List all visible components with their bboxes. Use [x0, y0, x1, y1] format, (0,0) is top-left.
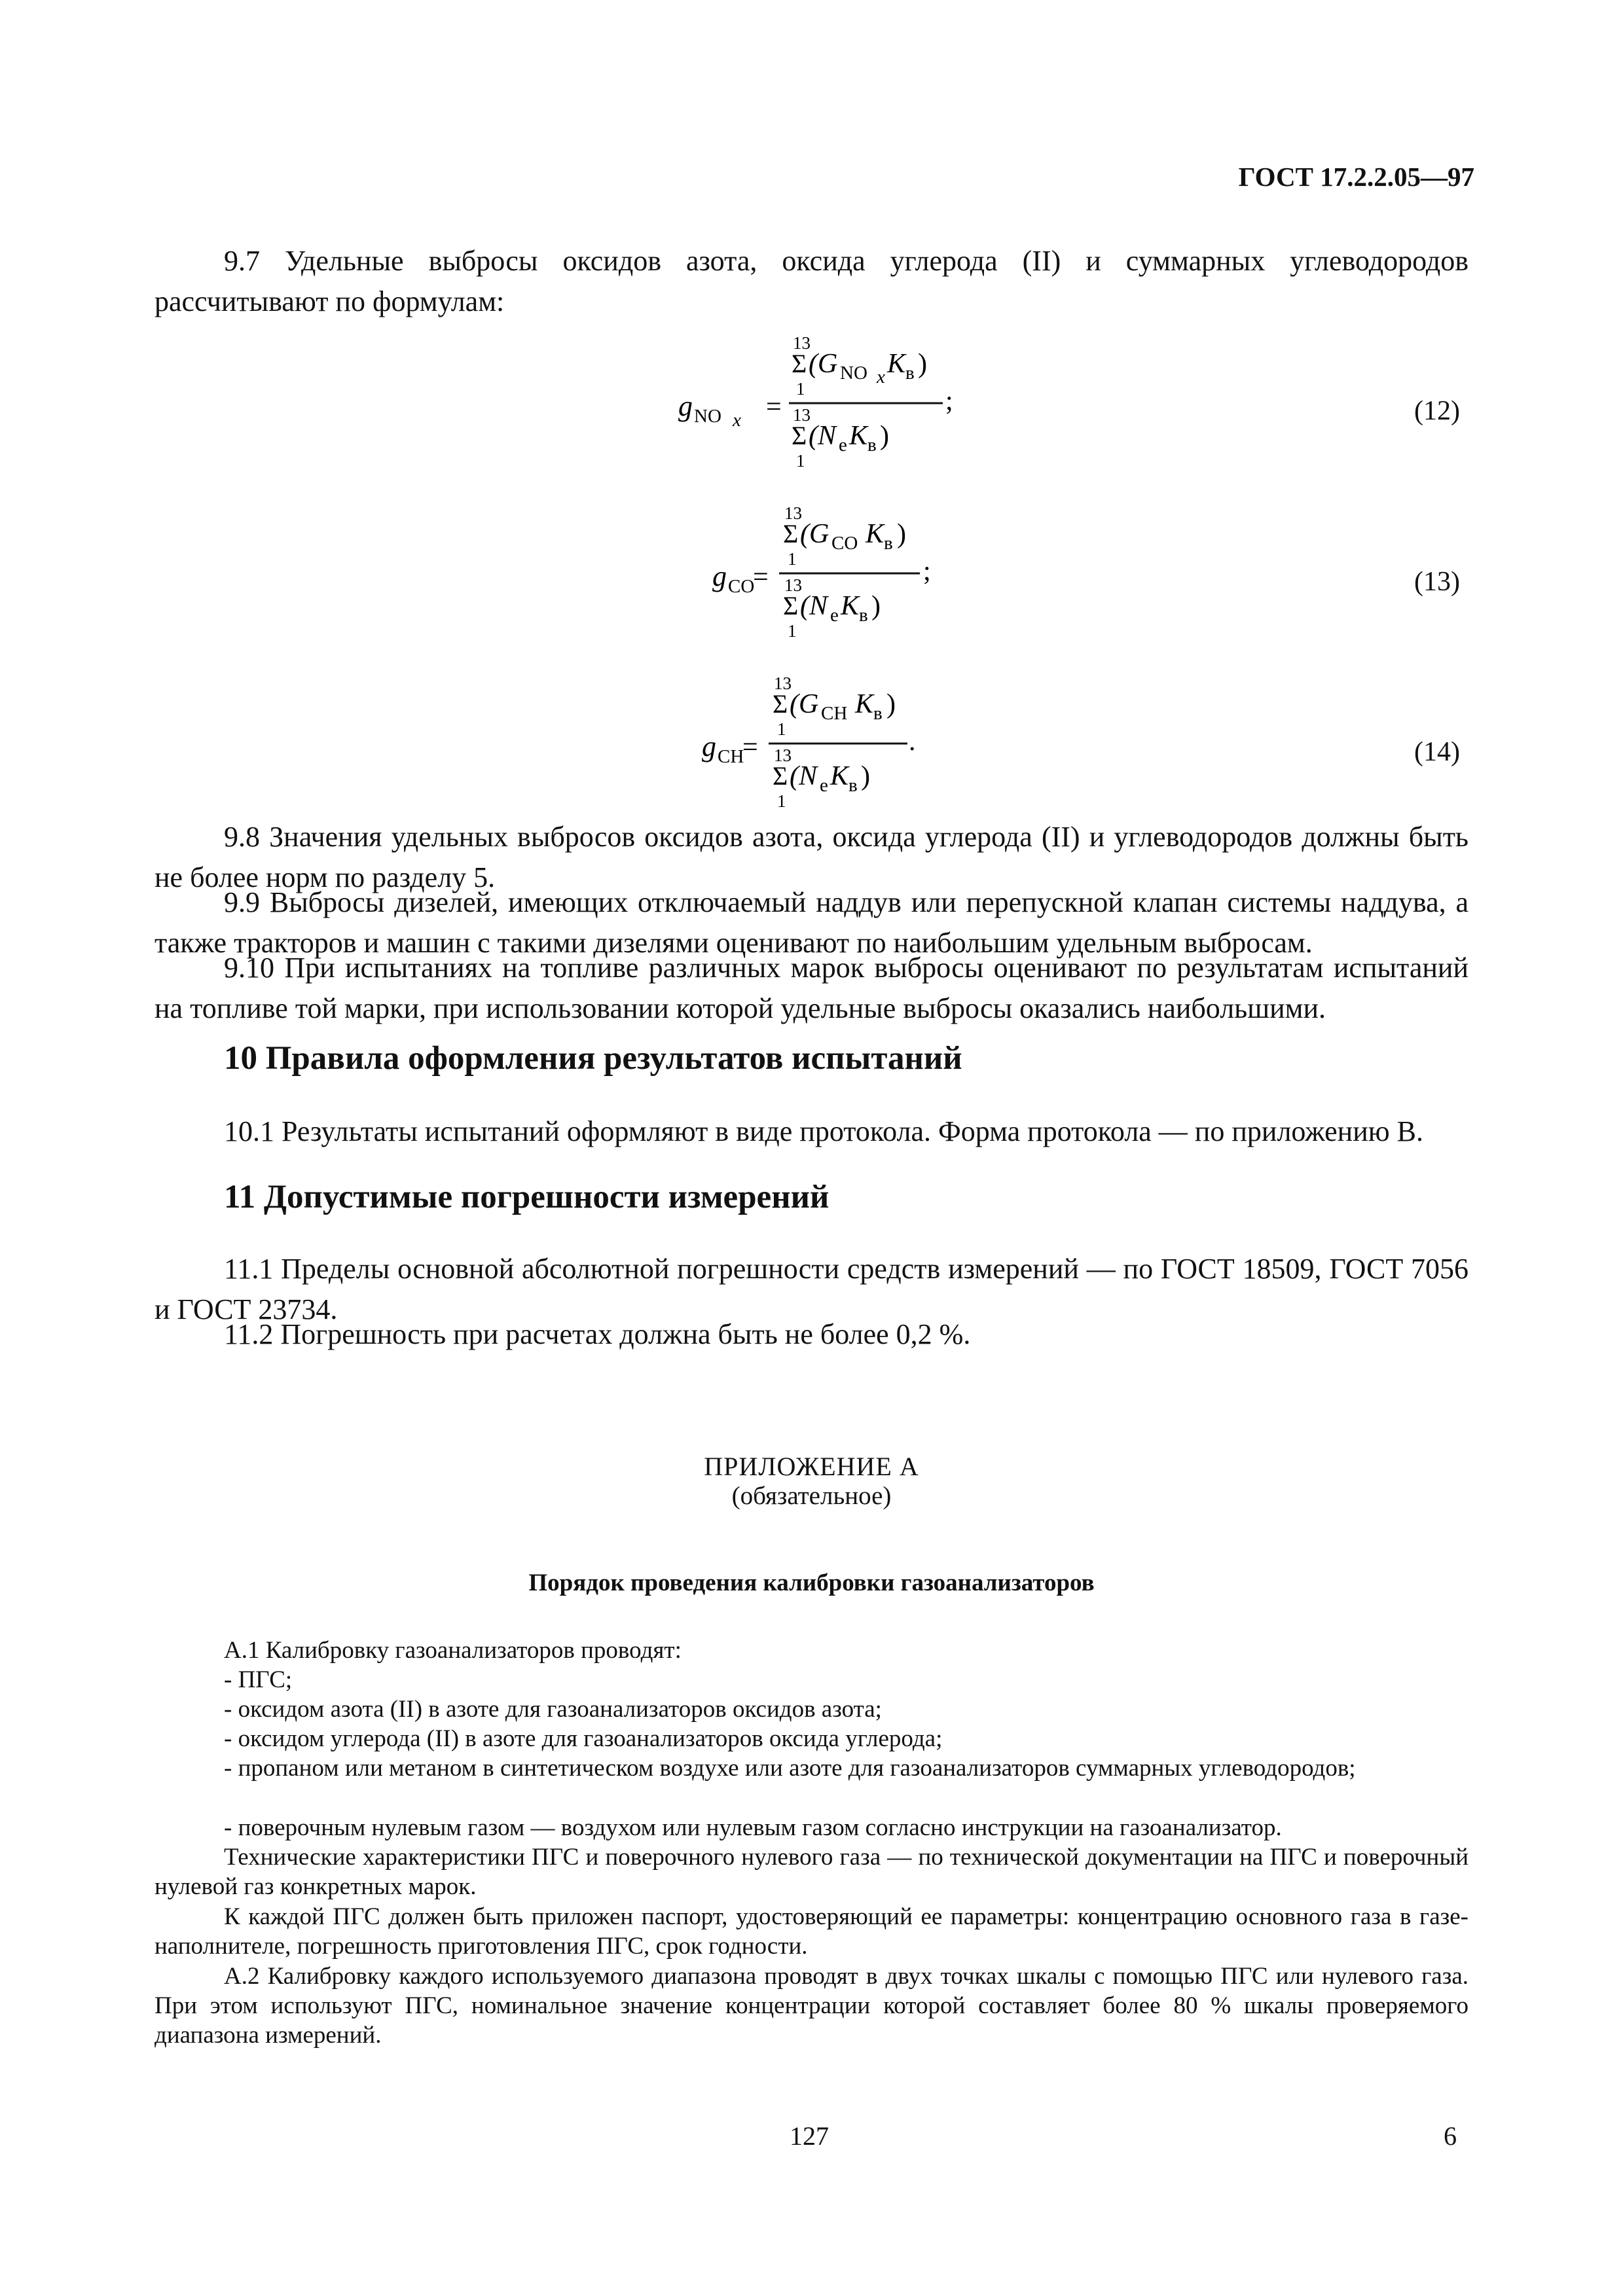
formula-lhs-sub: NO: [694, 406, 721, 427]
sum-upper-limit: 13: [784, 503, 802, 523]
numerator-sub: CH: [821, 703, 848, 724]
denominator-sub: e: [820, 775, 828, 796]
sum-lower-limit: 1: [796, 379, 805, 399]
sheet-number: 6: [1444, 2121, 1457, 2151]
numerator-close: ): [897, 519, 906, 549]
sum-upper-limit: 13: [793, 405, 811, 425]
k-variable: K: [841, 591, 860, 621]
denominator-variable: (N: [800, 591, 828, 621]
formula-lhs: g: [712, 560, 727, 592]
formula-number-14: (14): [1414, 737, 1460, 767]
formula-equals: =: [742, 732, 758, 762]
formula-equals: =: [753, 562, 769, 592]
appendix-status: (обязательное): [731, 1482, 892, 1510]
numerator-variable: (G: [800, 519, 830, 549]
sum-upper-limit: 13: [774, 673, 792, 693]
paragraph-11-2: 11.2 Погрешность при расчетах должна быть не более 0,2 %.: [224, 1318, 971, 1350]
paragraph-a-1: А.1 Калибровку газоанализаторов проводят:: [224, 1637, 682, 1664]
k-variable: K: [887, 349, 906, 379]
paragraph-9-10: 9.10 При испытаниях на топливе различных марок выбросы оценивают по результатам испытаний на топливе той марки, при использовании которой удельные выбросы оказались наибольшими.: [155, 952, 1468, 1024]
sum-lower-limit: 1: [777, 719, 786, 739]
denominator-close: ): [880, 421, 889, 451]
k-variable: K: [830, 761, 849, 791]
numerator-variable: (G: [809, 349, 838, 379]
numerator-close: ): [886, 689, 896, 719]
page-number: 127: [790, 2121, 829, 2151]
denominator-sub: e: [830, 605, 839, 626]
paragraph-9-9: 9.9 Выбросы дизелей, имеющих отключаемый наддув или перепускной клапан системы наддува, а также тракторов и машин с такими дизелями оценивают по наибольшим удельным выбросам.: [155, 886, 1468, 959]
formula-number-12: (12): [1414, 396, 1460, 426]
paragraph-tech: Технические характеристики ПГС и поверочного нулевого газа — по технической документации на ПГС и поверочный нулевой газ конкретных марок.: [155, 1844, 1468, 1900]
sum-sign: Σ: [792, 349, 807, 378]
formula-lhs: g: [702, 730, 716, 762]
list-item: - оксидом азота (II) в азоте для газоанализаторов оксидов азота;: [224, 1696, 882, 1723]
denominator-variable: (N: [790, 761, 817, 791]
formula-lhs-sub2: x: [733, 410, 741, 431]
formula-end: .: [909, 726, 916, 757]
sum-lower-limit: 1: [788, 549, 797, 569]
sum-sign: Σ: [783, 519, 799, 548]
appendix-label: ПРИЛОЖЕНИЕ А: [704, 1452, 919, 1481]
numerator-close: ): [918, 349, 927, 379]
paragraph-a-2: А.2 Калибровку каждого используемого диапазона проводят в двух точках шкалы с помощью ПГС или нулевого газа. При этом используют ПГС, номинальное значение концентрации которой составляет более 80 % шкалы проверяемого диапазона измерений.: [155, 1963, 1468, 2049]
numerator-sub: CO: [831, 533, 858, 554]
sum-lower-limit: 1: [788, 621, 797, 641]
list-item: - пропаном или метаном в синтетическом воздухе или азоте для газоанализаторов суммарных углеводородов;: [224, 1755, 1356, 1782]
appendix-title: Порядок проведения калибровки газоанализаторов: [528, 1570, 1095, 1596]
list-item: - оксидом углерода (II) в азоте для газоанализаторов оксида углерода;: [224, 1725, 943, 1752]
section-11-heading: 11 Допустимые погрешности измерений: [224, 1179, 830, 1215]
k-sub: в: [859, 605, 868, 626]
sum-lower-limit: 1: [796, 451, 805, 471]
formula-14: [681, 671, 995, 818]
denominator-close: ): [861, 761, 870, 791]
numerator-variable: (G: [790, 689, 819, 719]
k-variable: K: [855, 689, 874, 719]
list-item: - ПГС;: [224, 1666, 293, 1693]
sum-upper-limit: 13: [784, 575, 802, 595]
k-sub: в: [884, 533, 893, 554]
formula-equals: =: [766, 392, 782, 422]
sum-lower-limit: 1: [777, 791, 786, 811]
k-sub: в: [848, 775, 858, 796]
sum-sign: Σ: [783, 591, 799, 620]
denominator-variable: (N: [809, 421, 836, 451]
k-sub: в: [867, 435, 877, 456]
sum-sign: Σ: [773, 689, 788, 719]
k-variable: K: [866, 519, 884, 549]
sum-sign: Σ: [792, 421, 807, 450]
section-10-heading: 10 Правила оформления результатов испытаний: [224, 1040, 962, 1077]
numerator-sub2: x: [877, 367, 885, 387]
sum-upper-limit: 13: [793, 333, 811, 353]
formula-lhs-sub: CH: [718, 746, 744, 767]
sum-sign: Σ: [773, 761, 788, 791]
formula-number-13: (13): [1414, 567, 1460, 597]
formula-lhs: g: [678, 390, 693, 422]
standard-designation: ГОСТ 17.2.2.05—97: [1238, 162, 1474, 192]
formula-end: ;: [923, 556, 931, 586]
denominator-sub: e: [839, 435, 847, 456]
paragraph-passport: К каждой ПГС должен быть приложен паспорт, удостоверяющий ее параметры: концентрацию основного газа в газе-наполнителе, погрешность приготовления ПГС, срок годности.: [155, 1903, 1468, 1960]
formula-lhs-sub: CO: [728, 576, 755, 597]
paragraph-9-7: 9.7 Удельные выбросы оксидов азота, оксида углерода (II) и суммарных углеводородов рассчитывают по формулам:: [155, 245, 1468, 317]
k-sub: в: [873, 703, 883, 724]
formula-end: ;: [945, 386, 953, 416]
formula-12: [674, 331, 989, 478]
numerator-sub: NO: [840, 363, 867, 384]
list-item: - поверочным нулевым газом — воздухом или нулевым газом согласно инструкции на газоанализатор.: [224, 1814, 1282, 1841]
paragraph-10-1: 10.1 Результаты испытаний оформляют в виде протокола. Форма протокола — по приложению В.: [224, 1115, 1423, 1147]
paragraph-11-1: 11.1 Пределы основной абсолютной погрешности средств измерений — по ГОСТ 18509, ГОСТ 7056 и ГОСТ 23734.: [155, 1253, 1468, 1325]
k-sub: в: [905, 363, 915, 384]
sum-upper-limit: 13: [774, 745, 792, 765]
denominator-close: ): [871, 591, 881, 621]
paragraph-9-8: 9.8 Значения удельных выбросов оксидов азота, оксида углерода (II) и углеводородов должны быть не более норм по разделу 5.: [155, 821, 1468, 893]
formula-13: [694, 501, 1008, 648]
k-variable: K: [849, 421, 868, 451]
